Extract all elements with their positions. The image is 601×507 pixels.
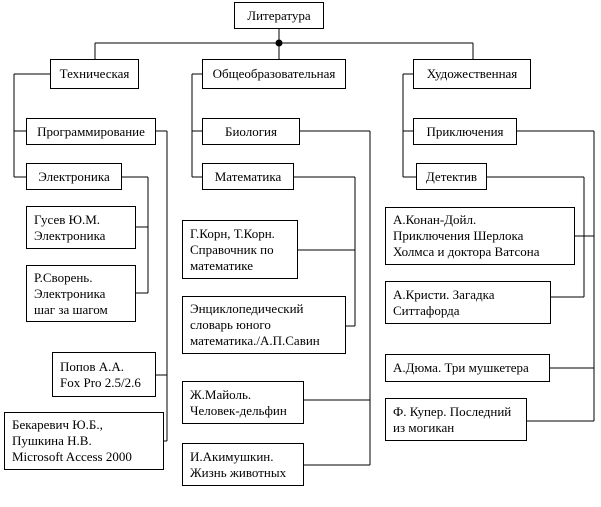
category-tech-label: Техническая — [59, 66, 130, 81]
book-label: Попов А.А. Fox Pro 2.5/2.6 — [60, 358, 141, 390]
book-gusev — [26, 206, 136, 249]
book-label: Гусев Ю.М. Электроника — [34, 211, 106, 243]
book-christie — [385, 281, 551, 324]
book-doyle — [385, 207, 575, 265]
subcategory-adventure-label: Приключения — [426, 123, 504, 139]
book-mayol — [182, 381, 304, 424]
book-label: А.Дюма. Три мушкетера — [393, 360, 529, 375]
subcategory-adventure — [413, 118, 517, 145]
book-bekarevich — [4, 412, 164, 470]
root-label: Литература — [247, 7, 311, 23]
root-node — [234, 2, 324, 29]
book-svoren — [26, 265, 136, 322]
subcategory-programming-label: Программирование — [37, 123, 145, 139]
subcategory-biology — [202, 118, 300, 145]
book-label: И.Акимушкин. Жизнь животных — [190, 448, 287, 480]
subcategory-biology-label: Биология — [224, 123, 277, 139]
book-korn — [182, 220, 298, 279]
category-fiction — [413, 59, 531, 89]
book-label: Энциклопедический словарь юного математика./А.П.Савин — [190, 301, 320, 348]
subcategory-detective — [416, 163, 487, 190]
book-label: Бекаревич Ю.Б., Пушкина Н.В. Microsoft Access 2000 — [12, 417, 132, 464]
category-general — [202, 59, 346, 89]
subcategory-math-label: Математика — [214, 168, 282, 184]
junction-dot — [276, 40, 283, 47]
book-dumas — [385, 354, 550, 382]
book-savin — [182, 296, 346, 354]
book-label: Г.Корн, Т.Корн. Справочник по математике — [190, 225, 275, 273]
book-label: Р.Сворень. Электроника шаг за шагом — [34, 269, 108, 317]
subcategory-detective-label: Детектив — [425, 168, 478, 184]
book-label: А.Конан-Дойл. Приключения Шерлока Холмса и доктора Ватсона — [393, 212, 540, 259]
book-label: А.Кристи. Загадка Ситтафорда — [393, 286, 495, 318]
subcategory-math — [202, 163, 294, 190]
book-cooper — [385, 398, 527, 441]
subcategory-programming — [26, 118, 156, 145]
category-fiction-label: Художественная — [426, 66, 518, 81]
subcategory-electronics-label: Электроника — [38, 168, 110, 184]
subcategory-electronics — [26, 163, 122, 190]
book-label: Ж.Майоль. Человек-дельфин — [190, 386, 287, 418]
category-general-label: Общеобразовательная — [212, 66, 336, 81]
book-popov — [52, 352, 156, 397]
book-label: Ф. Купер. Последний из могикан — [393, 403, 512, 435]
book-akimushkin — [182, 443, 304, 486]
category-tech — [50, 59, 139, 89]
